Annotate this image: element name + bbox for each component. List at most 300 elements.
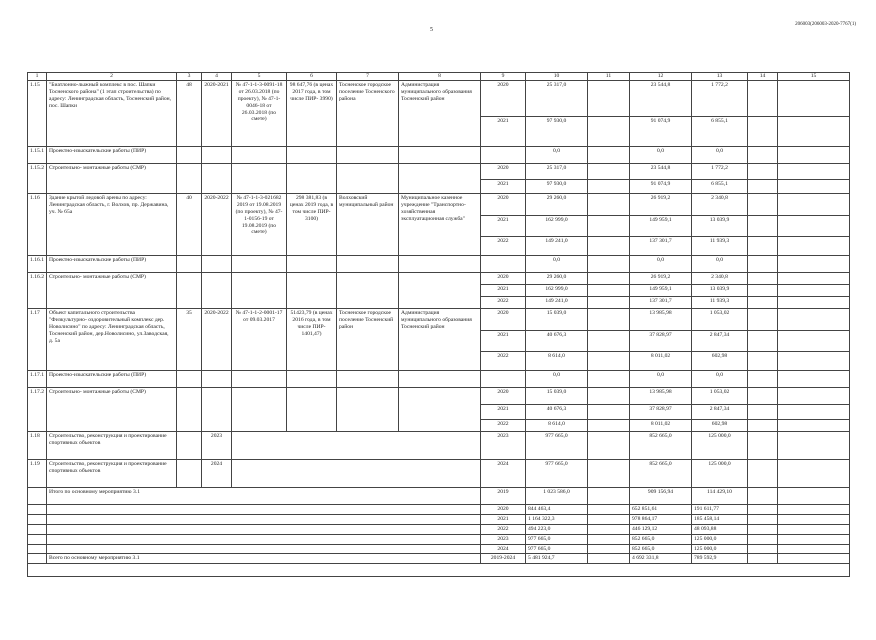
empty-cell	[778, 284, 850, 296]
item-code: 1.15.1	[28, 146, 47, 163]
column-number: 14	[748, 73, 778, 81]
total-cell: 97 930,0	[526, 116, 588, 146]
empty-cell	[588, 419, 630, 431]
customer: Муниципальное казенное учреждение "Транспортно-хозяйственная эксплуатационная служба"	[399, 193, 481, 255]
empty-cell	[47, 504, 481, 514]
empty-cell	[588, 236, 630, 255]
empty-cell	[778, 370, 850, 387]
empty-cell	[399, 370, 481, 387]
year-cell: 2022	[481, 236, 526, 255]
column-number: 13	[692, 73, 748, 81]
page-number: 5	[430, 27, 433, 33]
total-cell: 162 999,0	[526, 284, 588, 296]
total-cell: 40 676,3	[526, 404, 588, 419]
table-row	[28, 163, 850, 179]
empty-cell	[232, 459, 481, 487]
empty-cell	[588, 351, 630, 370]
empty-cell	[232, 146, 287, 163]
period: 2020-2021	[202, 80, 232, 146]
year-cell: 2021	[481, 404, 526, 419]
empty-cell	[28, 524, 47, 534]
period: 2024	[202, 459, 232, 487]
empty-cell	[748, 544, 778, 554]
empty-cell	[748, 255, 778, 272]
empty-cell	[778, 116, 850, 146]
table-row	[28, 524, 850, 534]
table-row	[28, 534, 850, 544]
empty-cell	[748, 284, 778, 296]
object-name: Строительно- монтажные работы (СМР)	[47, 272, 177, 308]
budget-cell: 8 011,02	[630, 419, 692, 431]
total-cell: 494 223,0	[526, 524, 588, 534]
empty-cell	[28, 544, 47, 554]
table-row	[28, 431, 850, 459]
empty-cell	[28, 534, 47, 544]
empty-cell	[287, 163, 337, 193]
period: 2020-2022	[202, 193, 232, 255]
empty-cell	[337, 370, 399, 387]
period: 2020-2022	[202, 308, 232, 370]
empty-cell	[28, 514, 47, 524]
total-cell: 0,0	[526, 255, 588, 272]
document-id: 206003(206003-2020-7767(1)	[795, 22, 856, 27]
local-budget-cell: 2 847,34	[692, 404, 748, 419]
power-value: 35	[177, 308, 202, 370]
empty-cell	[177, 370, 202, 387]
local-budget-cell: 185 458,14	[692, 514, 748, 524]
empty-cell	[748, 236, 778, 255]
total-cell: 25 317,0	[526, 80, 588, 116]
item-code: 1.15	[28, 80, 47, 146]
table-row	[28, 387, 850, 404]
column-number: 1	[28, 73, 47, 81]
empty-cell	[588, 308, 630, 330]
local-budget-cell: 1 053,02	[692, 387, 748, 404]
budget-cell: 852 665,0	[630, 431, 692, 459]
budget-cell: 446 129,12	[630, 524, 692, 534]
object-name: Строительство, реконструкция и проектирование спортивных объектов	[47, 459, 177, 487]
empty-cell	[481, 146, 526, 163]
budget-cell: 23 544,8	[630, 80, 692, 116]
column-number: 6	[287, 73, 337, 81]
total-cell: 15 039,0	[526, 308, 588, 330]
total-cell: 0,0	[526, 146, 588, 163]
budget-cell: 0,0	[630, 370, 692, 387]
empty-cell	[588, 504, 630, 514]
empty-cell	[399, 255, 481, 272]
empty-cell	[748, 146, 778, 163]
empty-cell	[28, 487, 47, 504]
empty-cell	[748, 296, 778, 308]
empty-cell	[588, 193, 630, 215]
table-row	[28, 564, 850, 577]
year-cell: 2021	[481, 215, 526, 236]
empty-cell	[47, 524, 481, 534]
empty-cell	[47, 514, 481, 524]
empty-cell	[177, 387, 202, 431]
local-budget-cell: 602,98	[692, 351, 748, 370]
empty-cell	[748, 215, 778, 236]
total-cell: 977 665,0	[526, 459, 588, 487]
local-budget-cell: 789 592,9	[692, 554, 748, 564]
local-budget-cell: 125 000,0	[692, 544, 748, 554]
empty-cell	[778, 163, 850, 179]
total-cell: 25 317,0	[526, 163, 588, 179]
empty-cell	[748, 163, 778, 179]
empty-cell	[28, 554, 47, 564]
empty-cell	[778, 296, 850, 308]
power-value: 40	[177, 193, 202, 255]
object-name: "Биатлонно-лыжный комплекс в пос. Шапки Тосненского района" (1 этап строительства) по адресу: Ленинградская область, Тосненский район, пос. Шапки	[47, 80, 177, 146]
empty-cell	[337, 272, 399, 308]
empty-cell	[748, 330, 778, 351]
local-budget-cell: 11 939,3	[692, 236, 748, 255]
estimated-cost: 51423,79 (в ценах 2016 года, в том числе ПИР- 1401,47)	[287, 308, 337, 370]
empty-cell	[202, 163, 232, 193]
empty-cell	[588, 116, 630, 146]
empty-cell	[748, 387, 778, 404]
empty-cell	[748, 351, 778, 370]
empty-cell	[778, 459, 850, 487]
column-number: 11	[588, 73, 630, 81]
year-cell: 2022	[481, 351, 526, 370]
empty-cell	[748, 179, 778, 193]
item-code: 1.18	[28, 431, 47, 459]
empty-cell	[748, 524, 778, 534]
object-name: Строительство, реконструкция и проектирование спортивных объектов	[47, 431, 177, 459]
local-budget-cell: 1 772,2	[692, 163, 748, 179]
empty-cell	[778, 544, 850, 554]
customer: Администрация муниципального образования Тосненский район	[399, 80, 481, 146]
local-budget-cell: 0,0	[692, 255, 748, 272]
empty-cell	[287, 146, 337, 163]
empty-cell	[232, 370, 287, 387]
year-cell: 2020	[481, 272, 526, 284]
total-cell: 29 260,0	[526, 193, 588, 215]
total-cell: 162 999,0	[526, 215, 588, 236]
year-cell: 2020	[481, 80, 526, 116]
column-number: 4	[202, 73, 232, 81]
total-cell: 977 665,0	[526, 534, 588, 544]
estimated-cost: 98 647,76 (в ценах 2017 года, в том числе ПИР- 3990)	[287, 80, 337, 146]
empty-cell	[778, 504, 850, 514]
empty-cell	[177, 431, 202, 459]
empty-cell	[28, 564, 850, 577]
local-budget-cell: 191 611,77	[692, 504, 748, 514]
local-budget-cell: 0,0	[692, 146, 748, 163]
empty-cell	[778, 404, 850, 419]
empty-cell	[177, 459, 202, 487]
table-row	[28, 193, 850, 215]
budget-cell: 652 851,61	[630, 504, 692, 514]
empty-cell	[748, 116, 778, 146]
empty-cell	[778, 419, 850, 431]
empty-cell	[748, 534, 778, 544]
grand-total-label: Всего по основному мероприятию 3.1	[47, 554, 481, 564]
budget-cell: 23 544,8	[630, 163, 692, 179]
budget-cell: 13 985,98	[630, 387, 692, 404]
empty-cell	[778, 534, 850, 544]
empty-cell	[588, 272, 630, 284]
total-cell: 977 665,0	[526, 544, 588, 554]
total-cell: 149 241,0	[526, 296, 588, 308]
budget-cell: 26 919,2	[630, 193, 692, 215]
empty-cell	[778, 80, 850, 116]
year-cell: 2019-2024	[481, 554, 526, 564]
settlement: Волховский муниципальный район	[337, 193, 399, 255]
year-cell: 2024	[481, 544, 526, 554]
empty-cell	[778, 351, 850, 370]
year-cell: 2023	[481, 431, 526, 459]
empty-cell	[748, 272, 778, 284]
budget-cell: 149 959,1	[630, 284, 692, 296]
empty-cell	[588, 296, 630, 308]
item-code: 1.16.1	[28, 255, 47, 272]
empty-cell	[748, 370, 778, 387]
empty-cell	[778, 215, 850, 236]
empty-cell	[588, 404, 630, 419]
item-code: 1.17	[28, 308, 47, 370]
expertise-docs: № 47-1-1-3-021682 2019 от 19.08.2019 (по проекту), № 47-1-0156-19 от 19.08.2019 (по смете)	[232, 193, 287, 255]
budget-cell: 0,0	[630, 146, 692, 163]
object-name: Здание крытой ледовой арены по адресу: Ленинградская область, г. Волхов, пр. Державина, уч. № 65а	[47, 193, 177, 255]
empty-cell	[28, 504, 47, 514]
local-budget-cell: 0,0	[692, 370, 748, 387]
column-number: 5	[232, 73, 287, 81]
table-row	[28, 146, 850, 163]
empty-cell	[588, 534, 630, 544]
year-cell: 2021	[481, 179, 526, 193]
table-row	[28, 308, 850, 330]
program-table	[27, 72, 850, 577]
empty-cell	[748, 504, 778, 514]
budget-cell: 91 074,9	[630, 116, 692, 146]
year-cell: 2021	[481, 330, 526, 351]
customer: Администрация муниципального образования Тосненский район	[399, 308, 481, 370]
column-number: 2	[47, 73, 177, 81]
local-budget-cell: 13 039,9	[692, 215, 748, 236]
expertise-docs: № 47-1-1-3-0091-18 от 26.03.2018 (по проекту), № 47-1-0046-18 от 26.03.2018 (по смете)	[232, 80, 287, 146]
empty-cell	[399, 163, 481, 193]
expertise-docs: № 47-1-1-2-0001-17 от 09.03.2017	[232, 308, 287, 370]
empty-cell	[778, 236, 850, 255]
empty-cell	[47, 534, 481, 544]
total-cell: 1 164 322,3	[526, 514, 588, 524]
empty-cell	[748, 514, 778, 524]
empty-cell	[588, 524, 630, 534]
empty-cell	[399, 272, 481, 308]
object-name: Объект капитального строительства "Физкультурно- оздоровительный комплекс дер. Новолисино" по адресу: Ленинградская область, Тосненский район, дер.Новолисино, ул.Заводская, д. 5а	[47, 308, 177, 370]
empty-cell	[337, 163, 399, 193]
total-cell: 29 260,0	[526, 272, 588, 284]
empty-cell	[778, 193, 850, 215]
local-budget-cell: 6 855,1	[692, 116, 748, 146]
budget-cell: 0,0	[630, 255, 692, 272]
budget-cell: 37 828,97	[630, 330, 692, 351]
table-row	[28, 544, 850, 554]
item-code: 1.17.2	[28, 387, 47, 431]
empty-cell	[337, 146, 399, 163]
empty-cell	[588, 215, 630, 236]
empty-cell	[177, 163, 202, 193]
year-cell: 2021	[481, 116, 526, 146]
empty-cell	[748, 404, 778, 419]
item-code: 1.19	[28, 459, 47, 487]
local-budget-cell: 602,98	[692, 419, 748, 431]
item-code: 1.17.1	[28, 370, 47, 387]
local-budget-cell: 2 340,8	[692, 272, 748, 284]
total-cell: 1 023 586,0	[526, 487, 588, 504]
empty-cell	[202, 387, 232, 431]
empty-cell	[202, 255, 232, 272]
empty-cell	[588, 163, 630, 179]
empty-cell	[399, 387, 481, 431]
empty-cell	[778, 431, 850, 459]
budget-cell: 4 692 331,8	[630, 554, 692, 564]
local-budget-cell: 1 053,02	[692, 308, 748, 330]
year-cell: 2021	[481, 284, 526, 296]
empty-cell	[778, 387, 850, 404]
empty-cell	[748, 193, 778, 215]
total-cell: 97 930,0	[526, 179, 588, 193]
total-cell: 8 614,0	[526, 419, 588, 431]
table-row	[28, 255, 850, 272]
table-row	[28, 459, 850, 487]
empty-cell	[778, 330, 850, 351]
object-name: Строительно- монтажные работы (СМР)	[47, 387, 177, 431]
period: 2023	[202, 431, 232, 459]
empty-cell	[47, 544, 481, 554]
total-cell: 844 463,4	[526, 504, 588, 514]
table-row	[28, 272, 850, 284]
object-name: Проектно-изыскательские работы (ПИР)	[47, 255, 177, 272]
year-cell: 2020	[481, 193, 526, 215]
object-name: Строительно- монтажные работы (СМР)	[47, 163, 177, 193]
year-cell: 2022	[481, 296, 526, 308]
budget-cell: 978 864,17	[630, 514, 692, 524]
empty-cell	[232, 272, 287, 308]
budget-cell: 13 985,98	[630, 308, 692, 330]
empty-cell	[232, 431, 481, 459]
empty-cell	[287, 255, 337, 272]
empty-cell	[588, 544, 630, 554]
table-row	[28, 80, 850, 116]
budget-cell: 909 156,94	[630, 487, 692, 504]
budget-cell: 37 828,97	[630, 404, 692, 419]
item-code: 1.16	[28, 193, 47, 255]
year-cell: 2022	[481, 524, 526, 534]
table-row	[28, 514, 850, 524]
total-cell: 40 676,3	[526, 330, 588, 351]
empty-cell	[778, 554, 850, 564]
budget-cell: 8 011,02	[630, 351, 692, 370]
table-row	[28, 504, 850, 514]
local-budget-cell: 125 000,0	[692, 431, 748, 459]
object-name: Проектно-изыскательские работы (ПИР)	[47, 146, 177, 163]
empty-cell	[588, 330, 630, 351]
total-cell: 8 614,0	[526, 351, 588, 370]
year-cell: 2021	[481, 514, 526, 524]
empty-cell	[588, 179, 630, 193]
empty-cell	[287, 387, 337, 431]
empty-cell	[588, 387, 630, 404]
empty-cell	[588, 459, 630, 487]
table-row	[28, 370, 850, 387]
year-cell: 2024	[481, 459, 526, 487]
empty-cell	[748, 487, 778, 504]
year-cell: 2022	[481, 419, 526, 431]
empty-cell	[778, 514, 850, 524]
empty-cell	[202, 146, 232, 163]
empty-cell	[778, 146, 850, 163]
budget-cell: 91 074,9	[630, 179, 692, 193]
empty-cell	[778, 308, 850, 330]
empty-cell	[287, 272, 337, 308]
settlement: Тосненское городское поселение Тосненского района	[337, 80, 399, 146]
item-code: 1.15.2	[28, 163, 47, 193]
empty-cell	[748, 554, 778, 564]
column-number: 15	[778, 73, 850, 81]
empty-cell	[202, 370, 232, 387]
local-budget-cell: 125 000,0	[692, 459, 748, 487]
year-cell: 2020	[481, 308, 526, 330]
local-budget-cell: 2 340,8	[692, 193, 748, 215]
budget-cell: 852 665,0	[630, 459, 692, 487]
local-budget-cell: 125 000,0	[692, 534, 748, 544]
empty-cell	[232, 387, 287, 431]
empty-cell	[177, 255, 202, 272]
total-cell: 149 241,0	[526, 236, 588, 255]
total-cell: 977 665,0	[526, 431, 588, 459]
column-number: 10	[526, 73, 588, 81]
object-name: Проектно-изыскательские работы (ПИР)	[47, 370, 177, 387]
empty-cell	[177, 272, 202, 308]
column-number: 7	[337, 73, 399, 81]
empty-cell	[778, 255, 850, 272]
subtotal-label: Итого по основному мероприятию 3.1	[47, 487, 481, 504]
item-code: 1.16.2	[28, 272, 47, 308]
local-budget-cell: 13 039,9	[692, 284, 748, 296]
column-number: 3	[177, 73, 202, 81]
total-cell: 15 039,0	[526, 387, 588, 404]
empty-cell	[778, 487, 850, 504]
empty-cell	[588, 487, 630, 504]
empty-cell	[588, 554, 630, 564]
empty-cell	[748, 459, 778, 487]
local-budget-cell: 48 093,88	[692, 524, 748, 534]
empty-cell	[287, 370, 337, 387]
budget-cell: 852 665,0	[630, 544, 692, 554]
column-number-row	[28, 73, 850, 81]
year-cell: 2020	[481, 504, 526, 514]
empty-cell	[232, 255, 287, 272]
empty-cell	[748, 80, 778, 116]
total-cell: 5 481 924,7	[526, 554, 588, 564]
total-cell: 0,0	[526, 370, 588, 387]
column-number: 8	[399, 73, 481, 81]
empty-cell	[588, 146, 630, 163]
table-row	[28, 487, 850, 504]
budget-cell: 852 665,0	[630, 534, 692, 544]
budget-cell: 137 301,7	[630, 296, 692, 308]
year-cell: 2019	[481, 487, 526, 504]
empty-cell	[588, 514, 630, 524]
empty-cell	[481, 370, 526, 387]
local-budget-cell: 1 772,2	[692, 80, 748, 116]
empty-cell	[177, 146, 202, 163]
budget-cell: 26 919,2	[630, 272, 692, 284]
empty-cell	[588, 255, 630, 272]
